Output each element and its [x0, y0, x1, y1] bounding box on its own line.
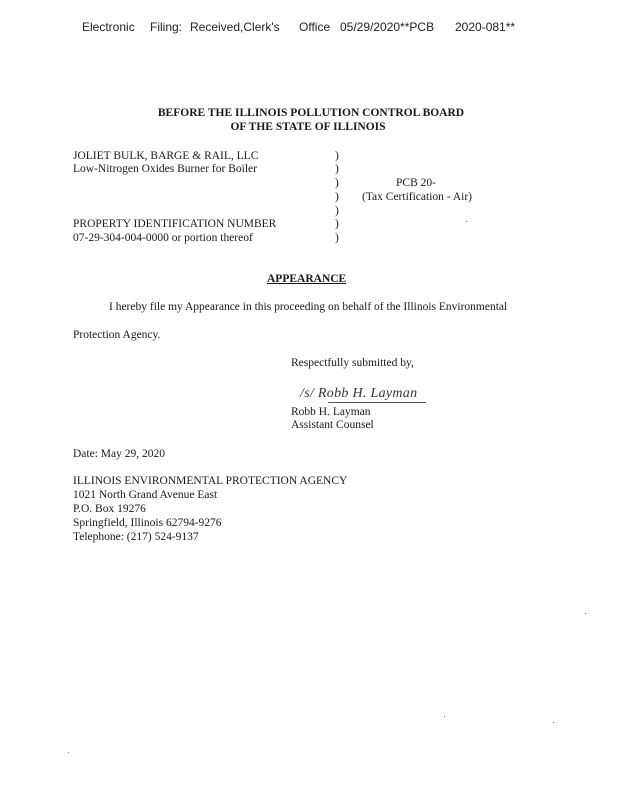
- body-line-1: I hereby file my Appearance in this proceeding on behalf of the Illinois Environmental: [109, 301, 508, 313]
- caption-paren: ): [335, 177, 339, 189]
- stamp-received: Received,Clerk's: [190, 20, 280, 34]
- caption-paren: ): [335, 205, 339, 217]
- title-line-1: BEFORE THE ILLINOIS POLLUTION CONTROL BOARD: [157, 107, 465, 119]
- closing: Respectfully submitted by,: [291, 357, 414, 369]
- case-type: (Tax Certification - Air): [362, 191, 473, 203]
- property-label: PROPERTY IDENTIFICATION NUMBER: [73, 218, 277, 230]
- property-number: 07-29-304-004-0000 or portion thereof: [73, 232, 253, 244]
- scan-speck: [553, 722, 554, 723]
- agency-pobox: P.O. Box 19276: [73, 503, 146, 515]
- agency-name: ILLINOIS ENVIRONMENTAL PROTECTION AGENCY: [73, 475, 348, 487]
- scan-speck: [466, 221, 467, 222]
- caption-paren: ): [335, 163, 339, 175]
- party-name: JOLIET BULK, BARGE & RAIL, LLC: [73, 150, 259, 162]
- scan-speck: [68, 752, 69, 753]
- case-number: PCB 20-: [396, 177, 436, 189]
- stamp-filing: Filing:: [150, 20, 183, 34]
- stamp-electronic: Electronic: [82, 20, 135, 34]
- caption-paren: ): [335, 191, 339, 203]
- agency-phone: Telephone: (217) 524-9137: [73, 531, 199, 543]
- stamp-date-pcb: 05/29/2020**PCB: [340, 20, 435, 34]
- signature-underline: [328, 402, 426, 403]
- agency-city: Springfield, Illinois 62794-9276: [73, 517, 222, 529]
- scan-speck: [585, 613, 586, 614]
- signer-title: Assistant Counsel: [291, 419, 374, 431]
- party-matter: Low-Nitrogen Oxides Burner for Boiler: [73, 163, 257, 175]
- caption-paren: ): [335, 232, 339, 244]
- caption-paren: ): [335, 150, 339, 162]
- date-line: Date: May 29, 2020: [73, 448, 165, 460]
- title-line-2: OF THE STATE OF ILLINOIS: [230, 121, 386, 133]
- scan-speck: [444, 716, 445, 717]
- agency-street: 1021 North Grand Avenue East: [73, 489, 218, 501]
- stamp-case-number: 2020-081**: [455, 20, 516, 34]
- document-heading: APPEARANCE: [267, 273, 347, 285]
- body-line-2: Protection Agency.: [73, 329, 161, 341]
- signer-name: Robb H. Layman: [291, 406, 371, 418]
- stamp-office: Office: [299, 20, 331, 34]
- handwritten-signature: /s/ Robb H. Layman: [300, 386, 418, 401]
- caption-paren: ): [335, 218, 339, 230]
